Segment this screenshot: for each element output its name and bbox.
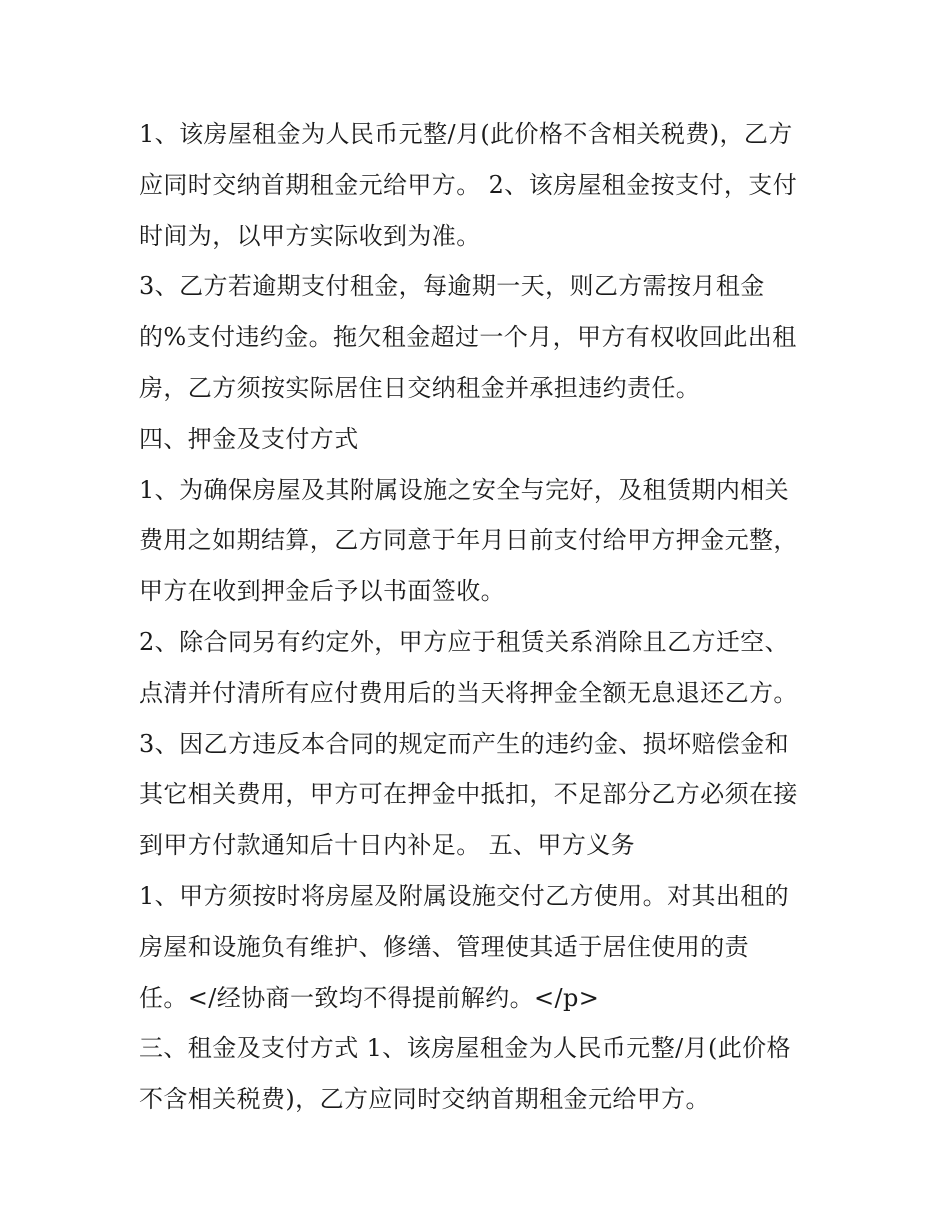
text-line: 时间为，以甲方实际收到为准。 [139,221,481,250]
text-line: 3、因乙方违反本合同的规定而产生的违约金、损坏赔偿金和 [139,729,790,758]
text-line: 2、除合同另有约定外，甲方应于租赁关系消除且乙方迁空、 [139,627,790,656]
text-line: 的%支付违约金。拖欠租金超过一个月，甲方有权收回此出租 [139,323,797,352]
text-line: 1、该房屋租金为人民币元整/月(此价格不含相关税费)，乙方 [139,120,793,148]
text-line: 应同时交纳首期租金元给甲方。 2、该房屋租金按支付，支付 [139,170,798,199]
text-line: 3、乙方若逾期支付租金，每逾期一天，则乙方需按月租金 [139,272,765,301]
document-body [139,109,839,1125]
text-line: 1、为确保房屋及其附属设施之安全与完好，及租赁期内相关 [139,475,790,504]
text-line: 房屋和设施负有维护、修缮、管理使其适于居住使用的责 [139,932,749,961]
text-line: 费用之如期结算，乙方同意于年月日前支付给甲方押金元整， [139,526,798,555]
text-line: 房，乙方须按实际居住日交纳租金并承担违约责任。 [139,373,701,402]
text-line: 任。</经协商一致均不得提前解约。</p> [139,983,600,1012]
text-line: 点清并付清所有应付费用后的当天将押金全额无息退还乙方。 [139,678,798,707]
text-line: 三、租金及支付方式 1、该房屋租金为人民币元整/月(此价格 [139,1034,791,1063]
text-line: 甲方在收到押金后予以书面签收。 [139,577,505,606]
text-line: 到甲方付款通知后十日内补足。 五、甲方义务 [139,831,636,860]
section-heading: 四、押金及支付方式 [139,424,359,453]
text-line: 1、甲方须按时将房屋及附属设施交付乙方使用。对其出租的 [139,881,790,910]
text-line: 其它相关费用，甲方可在押金中抵扣，不足部分乙方必须在接 [139,780,798,809]
text-line: 不含相关税费)，乙方应同时交纳首期租金元给甲方。 [139,1085,710,1114]
